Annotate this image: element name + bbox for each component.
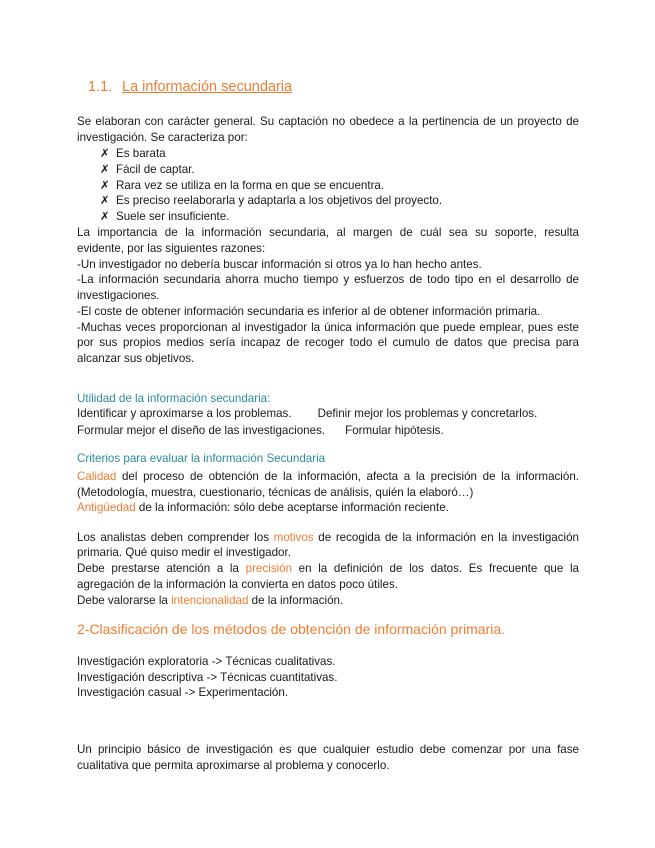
analysts-line: Debe valorarse la intencionalidad de la información.: [77, 594, 344, 607]
section-heading: [88, 79, 292, 95]
bullet-item: ✗ Suele ser insuficiente.: [100, 210, 230, 223]
importance-line: -La información secundaria ahorra mucho tiempo y esfuerzos de todo tipo en el desarrollo de: [77, 273, 579, 286]
importance-line: -Muchas veces proporcionan al investigador la única información que puede emplear, pues este: [77, 321, 579, 334]
cross-mark-icon: ✗: [100, 179, 110, 192]
bullet-item: ✗ Rara vez se utiliza en la forma en que se encuentra.: [100, 179, 385, 192]
criteria-antiguedad: Antigüedad de la información: sólo debe aceptarse información reciente.: [77, 501, 449, 514]
classification-item: Investigación casual -> Experimentación.: [77, 686, 289, 699]
criteria-calidad: Calidad del proceso de obtención de la información, afecta a la precisión de la información.: [77, 470, 579, 483]
classification-item: Investigación descriptiva -> Técnicas cuantitativas.: [77, 671, 338, 684]
cross-mark-icon: ✗: [100, 194, 110, 207]
section-number: 1.1.: [88, 79, 113, 95]
closing-line: cualitativa que permita aproximarse al problema y conocerlo.: [77, 759, 390, 772]
bullet-item: ✗ Es preciso reelaborarla y adaptarla a los objetivos del proyecto.: [100, 194, 443, 207]
importance-line: evidente, por las siguientes razones:: [77, 242, 266, 255]
classification-heading: 2-Clasificación de los métodos de obtención de información primaria.: [77, 621, 505, 637]
cross-mark-icon: ✗: [100, 163, 110, 176]
importance-line: por sus propios medios sería incapaz de recoger todo el cumulo de datos que precisa para: [77, 336, 579, 349]
analysts-line: primaria. Qué quiso medir el investigador.: [77, 546, 291, 559]
importance-line: -El coste de obtener información secundaria es inferior al de obtener información primaria.: [77, 305, 541, 318]
section-title: La información secundaria: [122, 79, 293, 95]
criteria-calidad-detail: (Metodología, muestra, cuestionario, técnicas de análisis, quién la elaboró…): [77, 486, 474, 499]
closing-line: Un principio básico de investigación es que cualquier estudio debe comenzar por una fase: [77, 743, 579, 756]
importance-line: -Un investigador no debería buscar información si otros ya lo han hecho antes.: [77, 258, 482, 271]
analysts-line: agregación de la información la convierta en datos poco útiles.: [77, 578, 398, 591]
intro-line-1: Se elaboran con carácter general. Su captación no obedece a la pertinencia de un proyecto de: [77, 115, 579, 128]
utility-row: Formular mejor el diseño de las investigaciones. Formular hipótesis.: [77, 424, 444, 437]
criteria-title: Criterios para evaluar la información Secundaria: [77, 452, 326, 465]
importance-line: investigaciones.: [77, 289, 160, 302]
cross-mark-icon: ✗: [100, 210, 110, 223]
importance-line: alcanzar sus objetivos.: [77, 352, 195, 365]
bullet-item: ✗ Es barata: [100, 147, 166, 160]
analysts-line: Debe prestarse atención a la precisión en la definición de los datos. Es frecuente que la: [77, 562, 579, 575]
intro-line-2: investigación. Se caracteriza por:: [77, 131, 248, 144]
classification-item: Investigación exploratoria -> Técnicas cualitativas.: [77, 655, 336, 668]
utility-title: Utilidad de la información secundaria:: [77, 392, 271, 405]
cross-mark-icon: ✗: [100, 147, 110, 160]
importance-line: La importancia de la información secundaria, al margen de cuál sea su soporte, resulta: [77, 226, 579, 239]
analysts-line: Los analistas deben comprender los motivos de recogida de la información en la investigación: [77, 531, 580, 544]
bullet-item: ✗ Fácil de captar.: [100, 163, 195, 176]
utility-row: Identificar y aproximarse a los problemas. Definir mejor los problemas y concretarlos.: [77, 407, 538, 420]
